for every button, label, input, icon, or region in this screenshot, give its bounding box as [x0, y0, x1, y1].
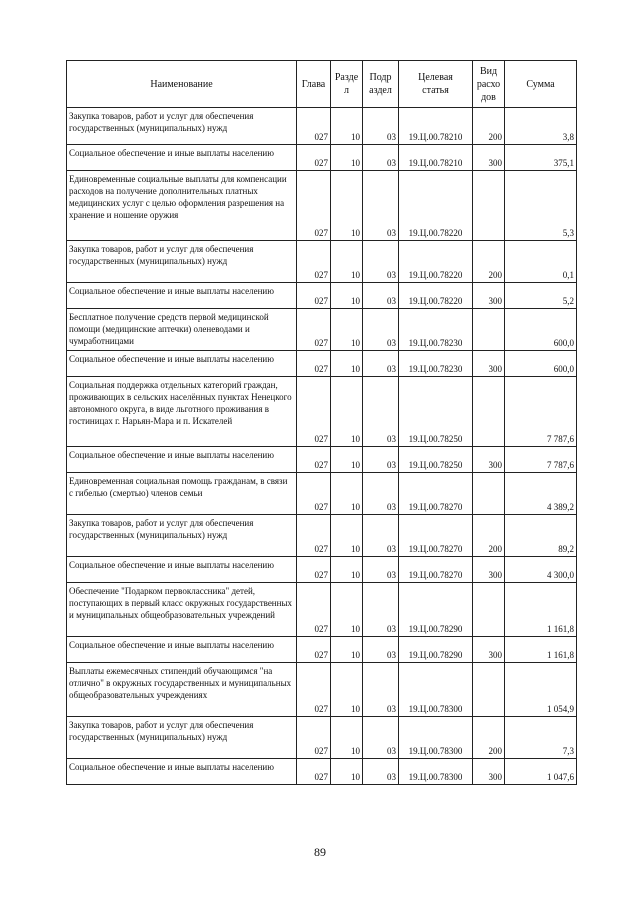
cell-vid: [473, 377, 505, 447]
cell-sum: 5,3: [505, 171, 577, 241]
cell-vid: 300: [473, 637, 505, 663]
table-row: [67, 515, 577, 557]
table-row: [67, 145, 577, 171]
page-number: 89: [314, 845, 326, 859]
header-name: Наименование: [67, 61, 297, 108]
cell-glava: 027: [297, 145, 331, 171]
cell-podrazdel: 03: [363, 108, 399, 145]
cell-razdel: 10: [331, 717, 363, 759]
cell-target: 19.Ц.00.78250: [399, 377, 473, 447]
cell-sum: 0,1: [505, 241, 577, 283]
header-vid: Вид расхо дов: [473, 61, 505, 108]
cell-glava: 027: [297, 583, 331, 637]
cell-razdel: 10: [331, 283, 363, 309]
cell-podrazdel: 03: [363, 637, 399, 663]
cell-podrazdel: 03: [363, 759, 399, 785]
cell-target: 19.Ц.00.78300: [399, 717, 473, 759]
table-row: [67, 473, 577, 515]
cell-target: 19.Ц.00.78210: [399, 145, 473, 171]
header-glava: Глава: [297, 61, 331, 108]
cell-sum: 375,1: [505, 145, 577, 171]
cell-sum: 1 161,8: [505, 637, 577, 663]
cell-podrazdel: 03: [363, 377, 399, 447]
cell-target: 19.Ц.00.78270: [399, 473, 473, 515]
cell-vid: 300: [473, 283, 505, 309]
cell-vid: 200: [473, 717, 505, 759]
cell-glava: 027: [297, 447, 331, 473]
cell-glava: 027: [297, 377, 331, 447]
cell-name: Закупка товаров, работ и услуг для обеспечения государственных (муниципальных) нужд: [67, 108, 297, 145]
table-row: [67, 583, 577, 637]
cell-sum: 1 047,6: [505, 759, 577, 785]
cell-glava: 027: [297, 637, 331, 663]
cell-target: 19.Ц.00.78300: [399, 663, 473, 717]
cell-podrazdel: 03: [363, 447, 399, 473]
table-row: [67, 447, 577, 473]
cell-razdel: 10: [331, 583, 363, 637]
cell-vid: 300: [473, 557, 505, 583]
cell-vid: 200: [473, 515, 505, 557]
cell-name: Социальное обеспечение и иные выплаты населению: [67, 637, 297, 663]
cell-podrazdel: 03: [363, 663, 399, 717]
table-row: [67, 377, 577, 447]
cell-vid: [473, 309, 505, 351]
cell-razdel: 10: [331, 637, 363, 663]
cell-sum: 7 787,6: [505, 377, 577, 447]
cell-glava: 027: [297, 241, 331, 283]
cell-sum: 4 300,0: [505, 557, 577, 583]
cell-sum: 5,2: [505, 283, 577, 309]
header-podrazdel: Подр аздел: [363, 61, 399, 108]
cell-target: 19.Ц.00.78250: [399, 447, 473, 473]
cell-razdel: 10: [331, 377, 363, 447]
table-row: [67, 557, 577, 583]
cell-glava: 027: [297, 283, 331, 309]
cell-glava: 027: [297, 351, 331, 377]
cell-name: Обеспечение "Подарком первоклассника" детей, поступающих в первый класс окружных государственных и муниципальных общеобразовательных учреждений: [67, 583, 297, 637]
cell-name: Единовременные социальные выплаты для компенсации расходов на получение дополнительных платных медицинских услуг с целью оформления разрешения на хранение и ношение оружия: [67, 171, 297, 241]
table-row: [67, 663, 577, 717]
cell-target: 19.Ц.00.78290: [399, 583, 473, 637]
cell-podrazdel: 03: [363, 351, 399, 377]
cell-glava: 027: [297, 309, 331, 351]
header-sum: Сумма: [505, 61, 577, 108]
table-row: [67, 717, 577, 759]
cell-glava: 027: [297, 717, 331, 759]
cell-podrazdel: 03: [363, 171, 399, 241]
cell-glava: 027: [297, 515, 331, 557]
cell-vid: [473, 663, 505, 717]
table-row: [67, 351, 577, 377]
cell-sum: 7 787,6: [505, 447, 577, 473]
table-row: [67, 759, 577, 785]
cell-razdel: 10: [331, 241, 363, 283]
table-row: [67, 108, 577, 145]
header-target: Целевая статья: [399, 61, 473, 108]
cell-glava: 027: [297, 557, 331, 583]
cell-vid: 300: [473, 145, 505, 171]
cell-target: 19.Ц.00.78290: [399, 637, 473, 663]
cell-vid: [473, 583, 505, 637]
cell-target: 19.Ц.00.78270: [399, 557, 473, 583]
header-razdel: Разде л: [331, 61, 363, 108]
cell-name: Бесплатное получение средств первой медицинской помощи (медицинские аптечки) оленеводами и чумработницами: [67, 309, 297, 351]
cell-target: 19.Ц.00.78220: [399, 283, 473, 309]
cell-sum: 89,2: [505, 515, 577, 557]
cell-razdel: 10: [331, 663, 363, 717]
cell-sum: 600,0: [505, 351, 577, 377]
budget-table: [66, 60, 577, 785]
cell-name: Социальное обеспечение и иные выплаты населению: [67, 447, 297, 473]
table-body: [67, 108, 577, 785]
cell-name: Социальное обеспечение и иные выплаты населению: [67, 283, 297, 309]
cell-podrazdel: 03: [363, 583, 399, 637]
cell-vid: 300: [473, 759, 505, 785]
cell-target: 19.Ц.00.78300: [399, 759, 473, 785]
cell-target: 19.Ц.00.78230: [399, 309, 473, 351]
cell-name: Социальное обеспечение и иные выплаты населению: [67, 557, 297, 583]
table-row: [67, 171, 577, 241]
cell-razdel: 10: [331, 171, 363, 241]
cell-razdel: 10: [331, 759, 363, 785]
cell-vid: 300: [473, 447, 505, 473]
cell-name: Социальная поддержка отдельных категорий граждан, проживающих в сельских населённых пунктах Ненецкого автономного округа, в виде льготного проживания в гостиницах г. Нарьян-Мара и п. Искателей: [67, 377, 297, 447]
cell-razdel: 10: [331, 515, 363, 557]
cell-target: 19.Ц.00.78220: [399, 241, 473, 283]
cell-podrazdel: 03: [363, 241, 399, 283]
cell-razdel: 10: [331, 108, 363, 145]
cell-name: Социальное обеспечение и иные выплаты населению: [67, 145, 297, 171]
cell-vid: [473, 171, 505, 241]
cell-name: Выплаты ежемесячных стипендий обучающимся "на отлично" в окружных государственных и муниципальных общеобразовательных учреждениях: [67, 663, 297, 717]
cell-target: 19.Ц.00.78270: [399, 515, 473, 557]
cell-podrazdel: 03: [363, 557, 399, 583]
cell-glava: 027: [297, 473, 331, 515]
table-row: [67, 309, 577, 351]
cell-sum: 1 054,9: [505, 663, 577, 717]
cell-razdel: 10: [331, 309, 363, 351]
cell-vid: [473, 473, 505, 515]
cell-sum: 7,3: [505, 717, 577, 759]
cell-vid: 200: [473, 241, 505, 283]
cell-target: 19.Ц.00.78220: [399, 171, 473, 241]
cell-vid: 200: [473, 108, 505, 145]
cell-razdel: 10: [331, 145, 363, 171]
cell-name: Социальное обеспечение и иные выплаты населению: [67, 351, 297, 377]
cell-razdel: 10: [331, 557, 363, 583]
cell-glava: 027: [297, 108, 331, 145]
cell-name: Закупка товаров, работ и услуг для обеспечения государственных (муниципальных) нужд: [67, 717, 297, 759]
cell-name: Социальное обеспечение и иные выплаты населению: [67, 759, 297, 785]
table-row: [67, 637, 577, 663]
cell-razdel: 10: [331, 351, 363, 377]
cell-sum: 4 389,2: [505, 473, 577, 515]
table-row: [67, 283, 577, 309]
cell-podrazdel: 03: [363, 309, 399, 351]
cell-sum: 1 161,8: [505, 583, 577, 637]
cell-name: Единовременная социальная помощь гражданам, в связи с гибелью (смертью) членов семьи: [67, 473, 297, 515]
cell-razdel: 10: [331, 447, 363, 473]
cell-glava: 027: [297, 759, 331, 785]
cell-glava: 027: [297, 663, 331, 717]
table-header-row: [67, 61, 577, 108]
cell-sum: 600,0: [505, 309, 577, 351]
cell-podrazdel: 03: [363, 283, 399, 309]
cell-glava: 027: [297, 171, 331, 241]
cell-name: Закупка товаров, работ и услуг для обеспечения государственных (муниципальных) нужд: [67, 241, 297, 283]
cell-podrazdel: 03: [363, 473, 399, 515]
cell-target: 19.Ц.00.78210: [399, 108, 473, 145]
cell-podrazdel: 03: [363, 145, 399, 171]
cell-target: 19.Ц.00.78230: [399, 351, 473, 377]
cell-podrazdel: 03: [363, 515, 399, 557]
cell-vid: 300: [473, 351, 505, 377]
table-row: [67, 241, 577, 283]
cell-podrazdel: 03: [363, 717, 399, 759]
cell-name: Закупка товаров, работ и услуг для обеспечения государственных (муниципальных) нужд: [67, 515, 297, 557]
cell-razdel: 10: [331, 473, 363, 515]
cell-sum: 3,8: [505, 108, 577, 145]
